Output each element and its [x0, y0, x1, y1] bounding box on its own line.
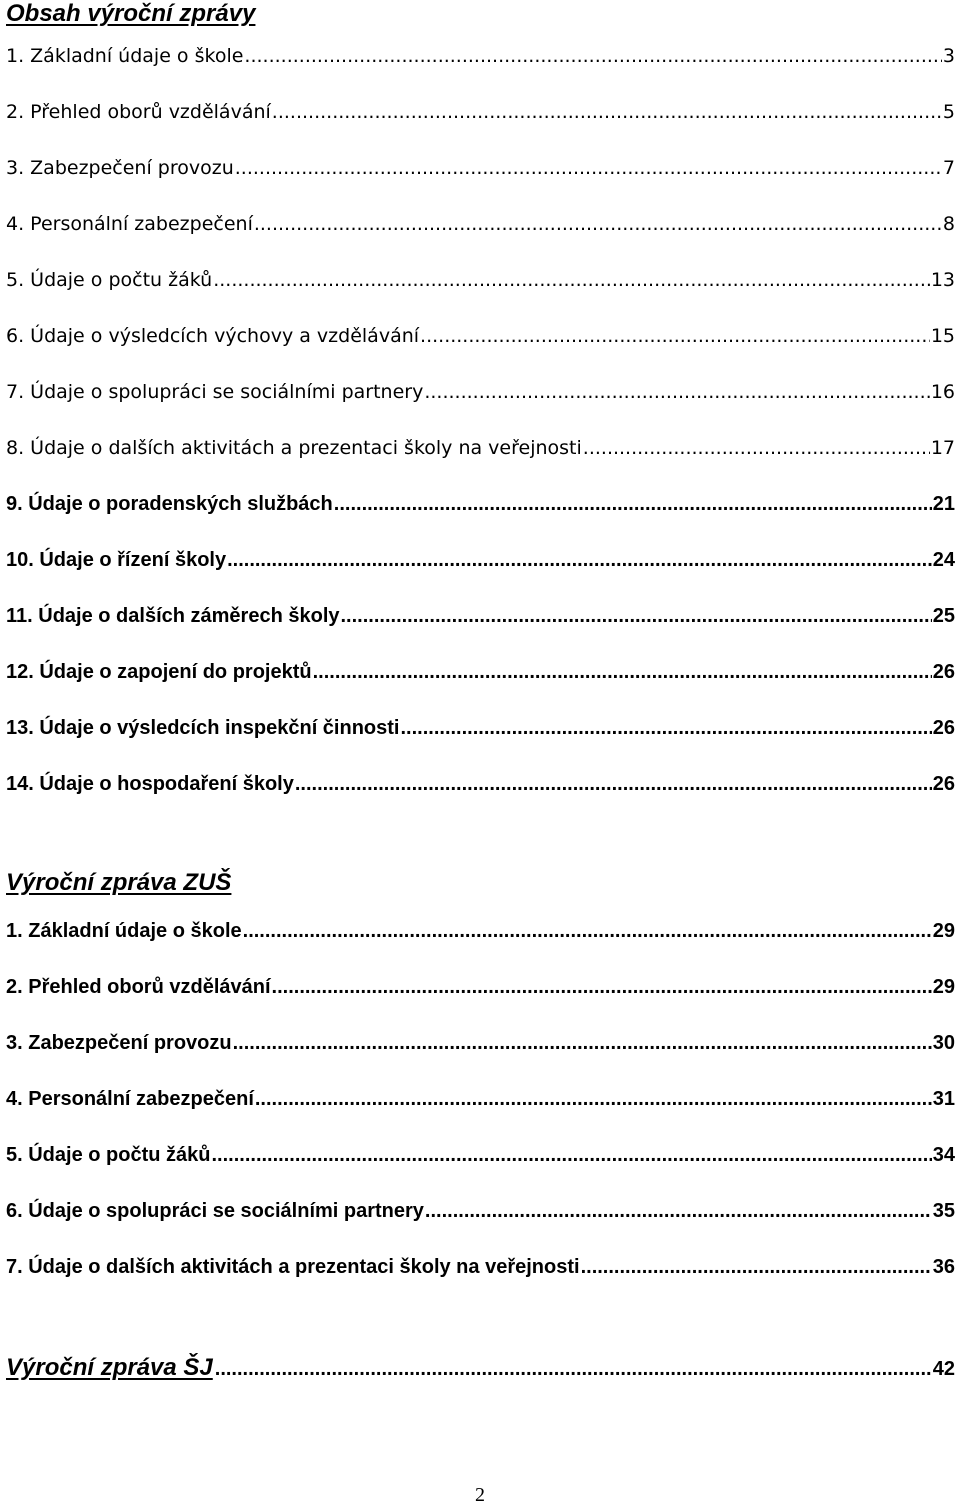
toc-entry-page: 8 [942, 213, 955, 235]
dot-leader [272, 976, 932, 999]
toc-entry-page: 29 [932, 976, 955, 998]
dot-leader [420, 325, 930, 347]
toc-entry[interactable] [6, 437, 955, 493]
toc-entry-label: 1. Základní údaje o škole [6, 920, 242, 942]
toc-entry[interactable] [6, 493, 955, 549]
dot-leader [244, 45, 941, 67]
toc-entry-label: 12. Údaje o zapojení do projektů [6, 661, 312, 683]
toc-entry-label: 1. Základní údaje o škole [6, 45, 244, 67]
sj-entry-page: 42 [932, 1358, 955, 1380]
dot-leader [211, 1144, 931, 1167]
toc-entry-label: 3. Zabezpečení provozu [6, 157, 234, 179]
dot-leader [583, 437, 930, 459]
toc-entry-label: 11. Údaje o dalších záměrech školy [6, 605, 340, 627]
toc-entry[interactable] [6, 661, 955, 717]
toc-entry-label: 8. Údaje o dalších aktivitách a prezentaci školy na veřejnosti [6, 437, 582, 459]
dot-leader [255, 1088, 932, 1111]
toc-entry[interactable] [6, 1256, 955, 1312]
toc-title: Obsah výroční zprávy [6, 0, 256, 27]
dot-leader [425, 1200, 932, 1223]
toc-entry-page: 5 [942, 101, 955, 123]
toc-entry-page: 7 [942, 157, 955, 179]
toc-entry-label: 14. Údaje o hospodaření školy [6, 773, 294, 795]
sj-section-title: Výroční zpráva ŠJ [6, 1354, 213, 1381]
toc-entry-label: 7. Údaje o dalších aktivitách a prezentaci školy na veřejnosti [6, 1256, 580, 1278]
toc-entry[interactable] [6, 45, 955, 101]
toc-entry-page: 13 [930, 269, 955, 291]
toc-entry-label: 5. Údaje o počtu žáků [6, 269, 213, 291]
toc-entry-page: 26 [932, 717, 955, 739]
toc-entry[interactable] [6, 773, 955, 829]
toc-entry-page: 25 [932, 605, 955, 627]
dot-leader [272, 101, 942, 123]
toc-entry[interactable] [6, 976, 955, 1032]
toc-entry[interactable] [6, 1088, 955, 1144]
toc-entry-page: 26 [932, 773, 955, 795]
dot-leader [295, 773, 932, 796]
toc-entry-label: 10. Údaje o řízení školy [6, 549, 227, 571]
dot-leader [424, 381, 929, 403]
toc-entry[interactable] [6, 1144, 955, 1200]
toc-entry-page: 34 [932, 1144, 955, 1166]
toc-entry-label: 2. Přehled oborů vzdělávání [6, 101, 271, 123]
toc-entry-page: 3 [942, 45, 955, 67]
toc-entry[interactable] [6, 1200, 955, 1256]
zus-section-title: Výroční zpráva ZUŠ [6, 869, 232, 896]
dot-leader [581, 1256, 932, 1279]
toc-entry[interactable] [6, 605, 955, 661]
toc-entry-page: 36 [932, 1256, 955, 1278]
zus-toc-list [6, 920, 955, 1312]
dot-leader [235, 157, 942, 179]
dot-leader [215, 1358, 931, 1381]
dot-leader [213, 269, 930, 291]
dot-leader [341, 605, 932, 628]
toc-entry-label: 7. Údaje o spolupráci se sociálními partnery [6, 381, 424, 403]
toc-entry-label: 9. Údaje o poradenských službách [6, 493, 333, 515]
toc-entry-page: 16 [930, 381, 955, 403]
toc-entry[interactable] [6, 325, 955, 381]
dot-leader [254, 213, 942, 235]
toc-entry[interactable] [6, 101, 955, 157]
toc-entry-label: 13. Údaje o výsledcích inspekční činnosti [6, 717, 400, 739]
toc-entry-label: 6. Údaje o spolupráci se sociálními partnery [6, 1200, 424, 1222]
toc-entry-page: 30 [932, 1032, 955, 1054]
main-toc-list [6, 45, 955, 829]
page-number: 2 [475, 1484, 485, 1506]
dot-leader [313, 661, 932, 684]
toc-entry-page: 35 [932, 1200, 955, 1222]
toc-entry-page: 26 [932, 661, 955, 683]
toc-entry-page: 21 [932, 493, 955, 515]
toc-entry-label: 5. Údaje o počtu žáků [6, 1144, 211, 1166]
toc-entry-page: 17 [930, 437, 955, 459]
toc-entry-label: 6. Údaje o výsledcích výchovy a vzdělávání [6, 325, 420, 347]
toc-entry[interactable] [6, 717, 955, 773]
toc-entry[interactable] [6, 381, 955, 437]
dot-leader [227, 549, 932, 572]
sj-toc-entry[interactable] [6, 1354, 955, 1382]
toc-entry-page: 31 [932, 1088, 955, 1110]
toc-entry-label: 2. Přehled oborů vzdělávání [6, 976, 271, 998]
dot-leader [400, 717, 931, 740]
dot-leader [243, 920, 932, 943]
toc-entry[interactable] [6, 1032, 955, 1088]
dot-leader [233, 1032, 932, 1055]
toc-entry-label: 4. Personální zabezpečení [6, 1088, 254, 1110]
toc-entry-page: 24 [932, 549, 955, 571]
toc-entry[interactable] [6, 269, 955, 325]
toc-entry-page: 29 [932, 920, 955, 942]
toc-entry[interactable] [6, 549, 955, 605]
toc-entry-label: 3. Zabezpečení provozu [6, 1032, 232, 1054]
toc-entry[interactable] [6, 920, 955, 976]
toc-entry[interactable] [6, 157, 955, 213]
dot-leader [334, 493, 932, 516]
toc-entry-label: 4. Personální zabezpečení [6, 213, 253, 235]
toc-entry-page: 15 [930, 325, 955, 347]
toc-entry[interactable] [6, 213, 955, 269]
